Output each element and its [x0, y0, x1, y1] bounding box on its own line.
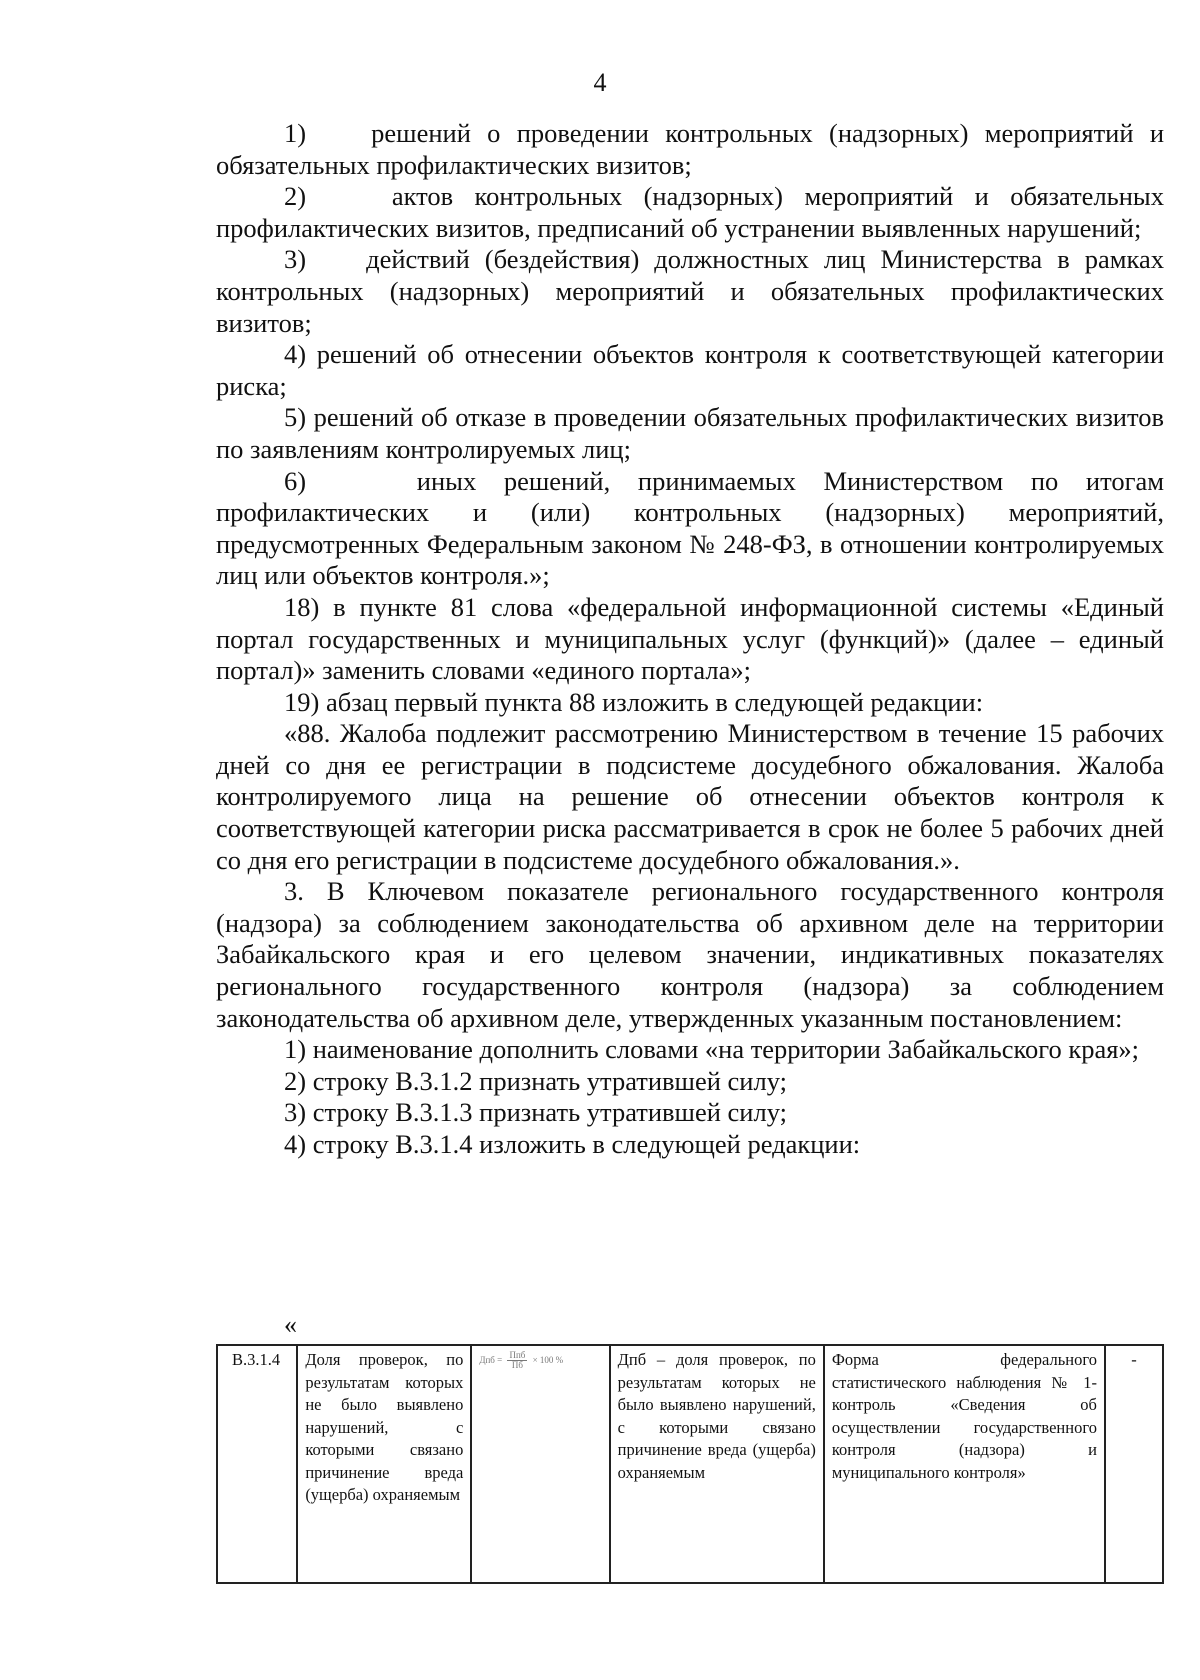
formula-denominator: Пб	[511, 1360, 523, 1371]
definition-cell: Дпб – доля проверок, по результатам которых не было выявлено нарушений, с которыми связано причинение вреда (ущерба) охраняемым	[610, 1345, 824, 1583]
formula-lhs: Дпб =	[479, 1355, 503, 1365]
paragraph: 18) в пункте 81 слова «федеральной информационной системы «Единый портал государственных и муниципальных услуг (функций)» (далее – единый портал)» заменить словами «единого портала»;	[216, 591, 1164, 686]
paragraph: 4) строку В.3.1.4 изложить в следующей редакции:	[284, 1129, 861, 1159]
paragraph: 1) решений о проведении контрольных (надзорных) мероприятий и обязательных профилактических визитов;	[216, 118, 1164, 180]
formula-fraction	[507, 1351, 527, 1370]
paragraph: 1) наименование дополнить словами «на территории Забайкальского края»;	[284, 1034, 1140, 1065]
indicator-table	[216, 1344, 1164, 1584]
paragraph: 3) действий (бездействия) должностных лиц Министерства в рамках контрольных (надзорных) мероприятий и обязательных профилактических визитов;	[216, 244, 1164, 338]
formula-cell	[471, 1345, 609, 1583]
target-value-cell: -	[1105, 1345, 1163, 1583]
formula-numerator: Ппб	[509, 1350, 526, 1361]
page-number: 4	[593, 68, 607, 97]
indicator-name-cell: Доля проверок, по результатам которых не было выявлено нарушений, с которыми связано причинение вреда (ущерба) охраняемым	[297, 1345, 471, 1583]
table-row	[217, 1345, 1163, 1583]
paragraph: 2) актов контрольных (надзорных) мероприятий и обязательных профилактических визитов, предписаний об устранении выявленных нарушений;	[216, 181, 1164, 243]
indicator-code-cell: В.3.1.4	[217, 1345, 297, 1583]
paragraph: 3) строку В.3.1.3 признать утратившей силу;	[284, 1097, 787, 1128]
paragraph: «88. Жалоба подлежит рассмотрению Министерством в течение 15 рабочих дней со дня ее регистрации в подсистеме досудебного обжалования. Жалоба контролируемого лица на решение об отнесении объектов контроля к соответствующей категории риска рассматривается в срок не более 5 рабочих дней со дня его регистрации в подсистеме досудебного обжалования.».	[216, 718, 1164, 875]
paragraph: 4) решений об отнесении объектов контроля к соответствующей категории риска;	[216, 339, 1164, 401]
paragraph: 6) иных решений, принимаемых Министерством по итогам профилактических и (или) контрольных (надзорных) мероприятий, предусмотренных Федеральным законом № 248-ФЗ, в отношении контролируемых лиц или объектов контроля.»;	[216, 465, 1164, 591]
paragraph: 19) абзац первый пункта 88 изложить в следующей редакции:	[284, 686, 984, 717]
document-body	[216, 118, 1164, 1161]
source-cell: Форма федерального статистического наблюдения № 1-контроль «Сведения об осуществлении государственного контроля (надзора) и муниципального контроля»	[824, 1345, 1105, 1583]
paragraph: 2) строку В.3.1.2 признать утратившей силу;	[284, 1065, 787, 1096]
paragraph: 5) решений об отказе в проведении обязательных профилактических визитов по заявлениям контролируемых лиц;	[216, 402, 1164, 464]
opening-quote-mark: «	[284, 1310, 297, 1339]
paragraph: 3. В Ключевом показателе регионального государственного контроля (надзора) за соблюдением законодательства об архивном деле на территории Забайкальского края и его целевом значении, индикативных показателях регионального государственного контроля (надзора) за соблюдением законодательства об архивном деле, утвержденных указанным постановлением:	[216, 876, 1164, 1033]
formula-rhs: × 100 %	[532, 1355, 564, 1365]
